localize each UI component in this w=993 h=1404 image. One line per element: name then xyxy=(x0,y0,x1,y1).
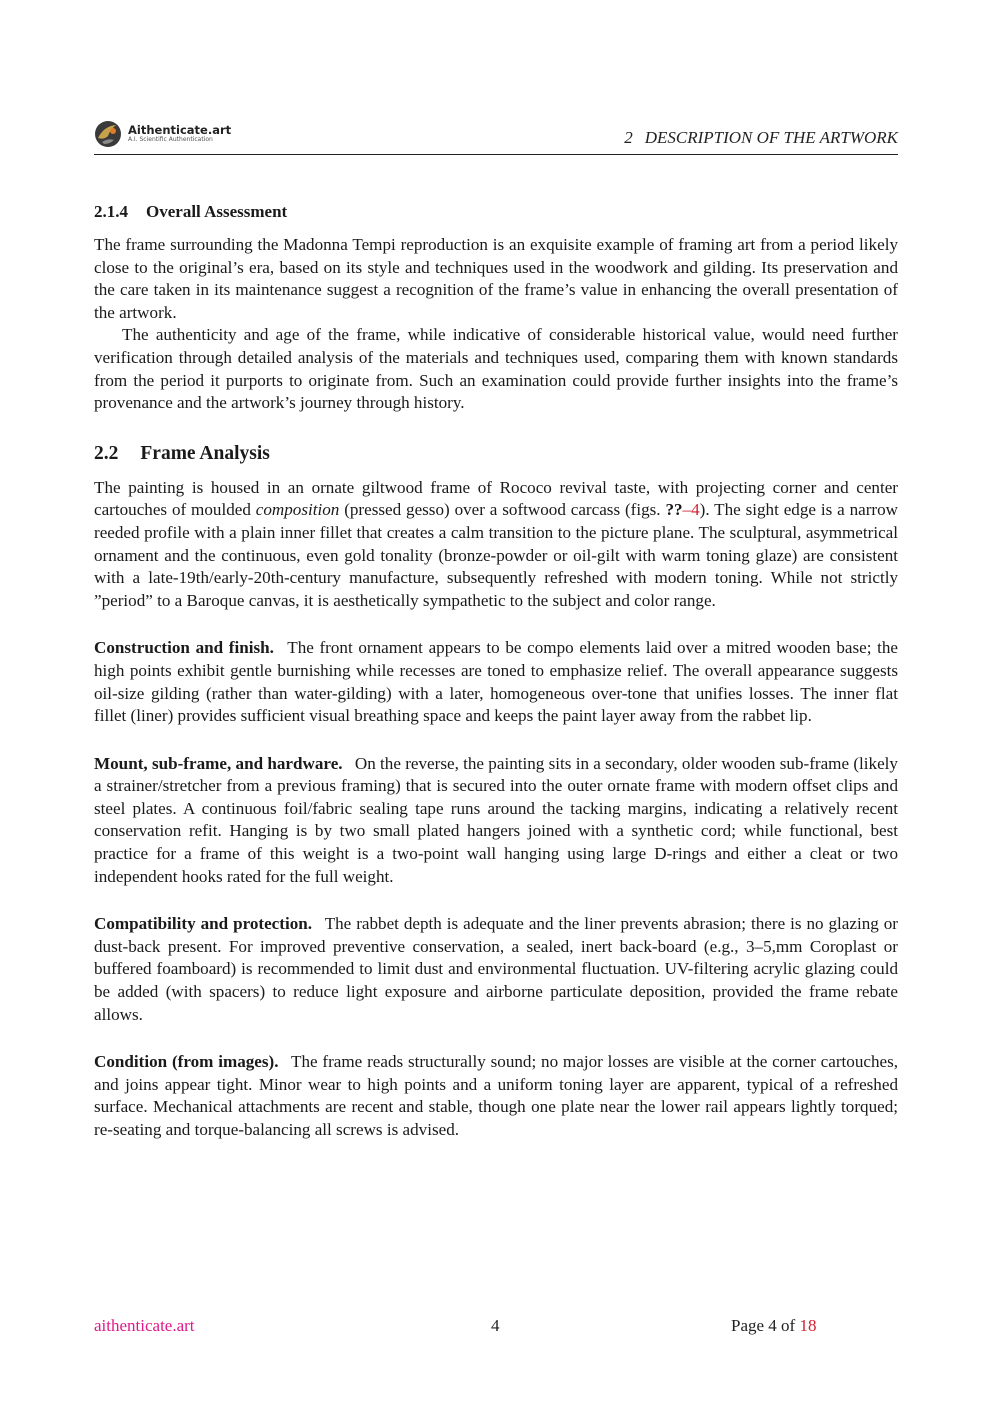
page-label: Page 4 of xyxy=(731,1316,796,1335)
run-in-heading: Condition (from images). xyxy=(94,1052,279,1072)
page-header xyxy=(94,118,898,155)
logo-tagline: A.I. Scientific Authentication xyxy=(128,136,213,144)
paragraph-condition xyxy=(94,1051,898,1141)
text-run: The painting is housed in an ornate giltwood frame of Rococo revival taste, with projecting corner and center cartouches of moulded xyxy=(94,477,898,520)
paragraph: The authenticity and age of the frame, while indicative of considerable historical value, would need further verification through detailed analysis of the materials and techniques used, comparing them with known standards from the period it purports to originate from. Such an examination could provide further insights into the frame’s provenance and the artwork’s journey through history. xyxy=(94,325,898,413)
text-run: On the reverse, the painting sits in a secondary, older wooden sub-frame (likely a strainer/stretcher from a previous framing) that is secured into the outer ornate frame with modern offset clips and steel plates. A continuous foil/fabric sealing tape runs around the tacking margins, indicating a relatively recent conservation refit. Hanging is by two small plated hangers joined with a synthetic cord; while functional, best practice for a frame of this weight is a two-point wall hanging using large D-rings and either a cleat or two independent hooks rated for the full weight. xyxy=(94,753,898,886)
footer-page-count xyxy=(731,1316,816,1336)
run-in-heading: Mount, sub-frame, and hardware. xyxy=(94,753,343,773)
footer-site-link[interactable]: aithenticate.art xyxy=(94,1316,195,1335)
paragraph-construction xyxy=(94,637,898,727)
paragraph: The frame surrounding the Madonna Tempi reproduction is an exquisite example of framing art from a period likely close to the original’s era, based on its style and techniques used in the woodwork and gilding. Its preservation and the care taken in its maintenance suggest a recognition of the frame’s value in enhancing the overall presentation of the artwork. xyxy=(94,235,898,322)
italic-term: composition xyxy=(255,500,340,520)
paragraph xyxy=(94,477,898,613)
unresolved-reference: ?? xyxy=(665,500,683,520)
figure-reference-link[interactable]: –4 xyxy=(682,500,700,520)
text-run: The rabbet depth is adequate and the liner prevents abrasion; there is no glazing or dust-back present. For improved preventive conservation, a sealed, inert back-board (e.g., 3–5,mm Coroplast or buffered foamboard) is recommended to limit dust and environmental fluctuation. UV-filtering acrylic glazing could be added (with spacers) to reduce light exposure and airborne particulate deposition, provided the frame rebate allows. xyxy=(94,914,898,1024)
section-title: Frame Analysis xyxy=(140,442,270,464)
footer-page-number: 4 xyxy=(491,1316,500,1335)
subsection-title: Overall Assessment xyxy=(146,202,288,221)
subsection-heading xyxy=(94,200,898,224)
running-head xyxy=(624,128,898,148)
text-run: ). The sight edge is a narrow reeded profile with a plain inner fillet that creates a calm transition to the picture plane. The sculptural, asymmetrical ornament and the continuous, even gold tonality (bronze-powder or oil-gilt with warm toning glaze) are consistent with a late-19th/early-20th-century manufacture, subsequently refreshed with modern toning. While not strictly ”period” to a Baroque canvas, it is aesthetically sympathetic to the subject and color range. xyxy=(94,500,898,610)
section-heading xyxy=(94,441,898,467)
page-content xyxy=(94,200,898,1142)
running-head-number: 2 xyxy=(624,128,633,147)
text-run: The front ornament appears to be compo elements laid over a mitred wooden base; the high points exhibit gentle burnishing while recesses are toned to emphasize relief. The overall appearance suggests oil-size gilding (rather than water-gilding) with a later, homogeneous over-tone that unifies losses. The inner flat fillet (liner) provides sufficient visual breathing space and keeps the paint layer away from the rabbet lip. xyxy=(94,638,898,726)
section-number: 2.2 xyxy=(94,442,119,464)
page-footer xyxy=(94,1316,898,1340)
site-logo[interactable] xyxy=(94,120,231,148)
text-run: The frame reads structurally sound; no major losses are visible at the corner cartouches, and joins appear tight. Minor wear to high points and a uniform toning layer are apparent, typical of a refreshed surface. Mechanical attachments are recent and stable, though one plate near the lower rail appears lightly torqued; re-seating and torque-balancing all screws is advised. xyxy=(94,1052,899,1139)
paragraph-compatibility xyxy=(94,913,898,1026)
logo-emblem-icon xyxy=(94,120,122,148)
paragraph-mount xyxy=(94,753,898,889)
logo-name: Aithenticate.art xyxy=(128,122,232,137)
run-in-heading: Construction and finish. xyxy=(94,638,274,658)
subsection-number: 2.1.4 xyxy=(94,202,128,221)
total-pages-link[interactable]: 18 xyxy=(799,1316,817,1335)
running-head-title: DESCRIPTION OF THE ARTWORK xyxy=(644,128,898,147)
text-run: (pressed gesso) over a softwood carcass (figs. xyxy=(339,500,666,520)
run-in-heading: Compatibility and protection. xyxy=(94,914,313,934)
